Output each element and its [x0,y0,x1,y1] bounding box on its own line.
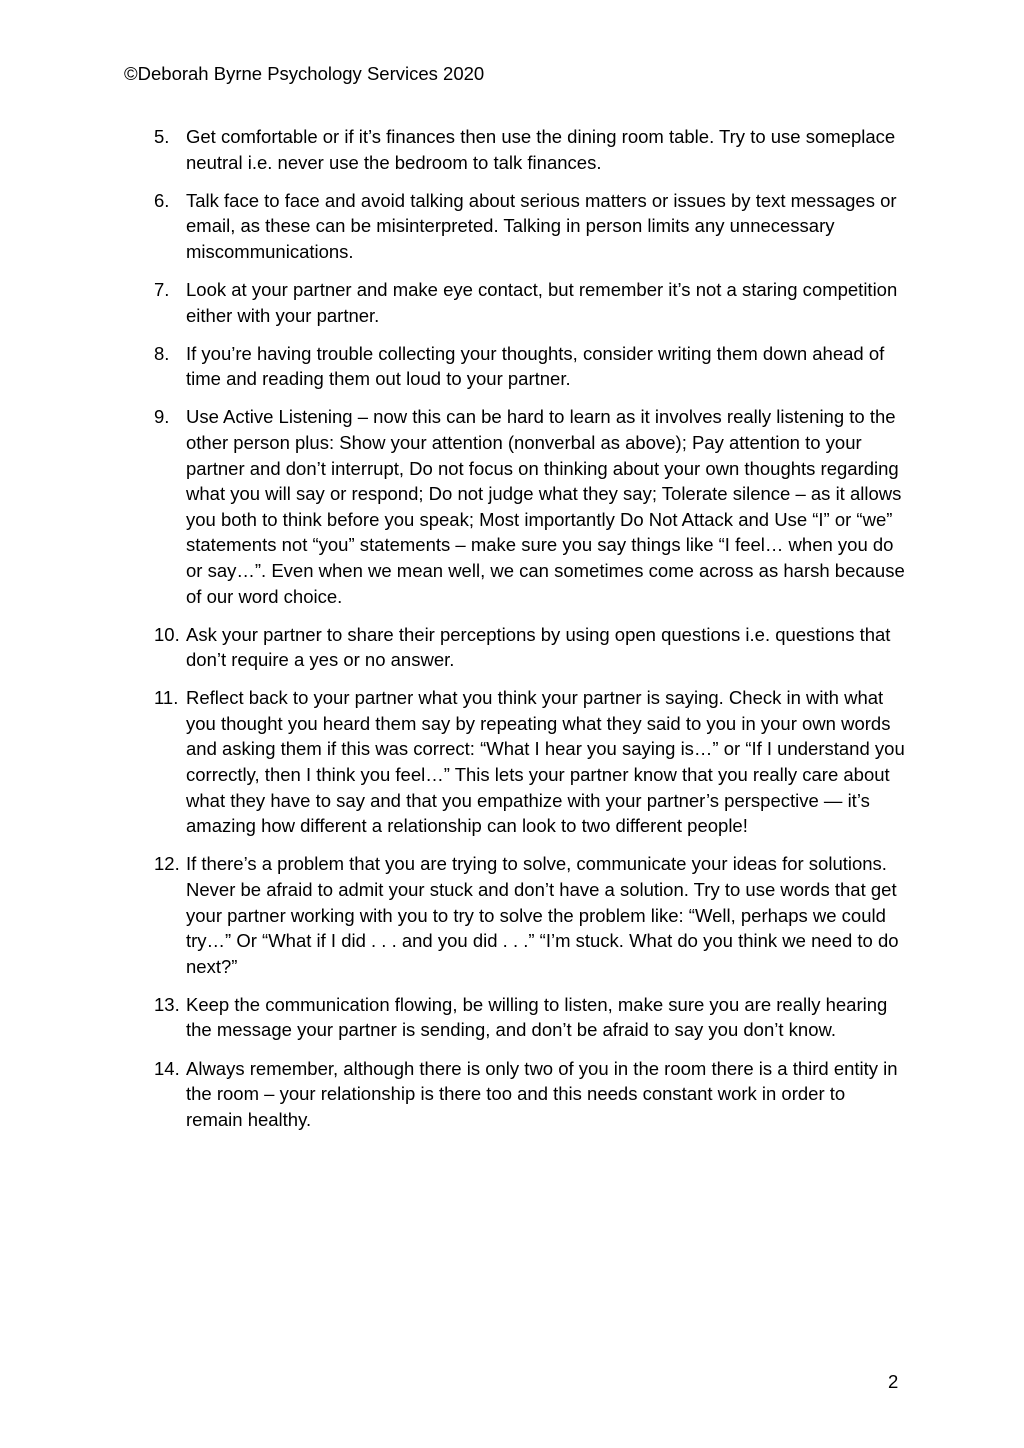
list-item-text: Reflect back to your partner what you think your partner is saying. Check in with what you thought you heard them say by repeating what they said to you in your own words and asking them if this was correct: “What I hear you saying is…” or “If I understand you correctly, then I think you feel…” This lets your partner know that you really care about what they have to say and that you empathize with your partner’s perspective — it’s amazing how different a relationship can look to two different people! [186,687,905,837]
list-item-number: 14. [154,1057,180,1079]
list-item [154,622,906,673]
list-item [154,277,906,328]
list-item-text: Always remember, although there is only two of you in the room there is a third entity in the room – your relationship is there too and this needs constant work in order to remain healthy. [186,1057,898,1130]
list-item [154,404,906,609]
list-item [154,851,906,979]
list-item-text: Use Active Listening – now this can be hard to learn as it involves really listening to the other person plus: Show your attention (nonverbal as above); Pay attention to your partner and don’t interrupt, Do not focus on thinking about your own thoughts regarding what you will say or respond; Do not judge what they say; Tolerate silence – as it allows you both to think before you speak; Most importantly Do Not Attack and Use “I” or “we” statements not “you” statements – make sure you say things like “I feel… when you do or say…”. Even when we mean well, we can sometimes come across as harsh because of our word choice. [186,406,905,607]
list-item-text: Get comfortable or if it’s finances then use the dining room table. Try to use someplace neutral i.e. never use the bedroom to talk finances. [186,126,896,173]
list-item-number: 10. [154,623,180,645]
list-item [154,685,906,839]
list-item-number: 9. [154,406,170,428]
list-item-text: If there’s a problem that you are trying to solve, communicate your ideas for solutions. Never be afraid to admit your stuck and don’t have a solution. Try to use words that get your partner working with you to try to solve the problem like: “Well, perhaps we could try…” Or “What if I did . . . and you did . . .” “I’m stuck. What do you think we need to do next?” [186,853,899,977]
list-item-text: Talk face to face and avoid talking about serious matters or issues by text messages or email, as these can be misinterpreted. Talking in person limits any unnecessary miscommunications. [186,189,897,262]
list-item-number: 7. [154,278,170,300]
numbered-list [154,124,906,1145]
list-item [154,124,906,175]
list-item [154,1056,906,1133]
list-item-number: 6. [154,189,170,211]
list-item-number: 13. [154,993,180,1015]
page-number: 2 [888,1371,899,1392]
list-item-text: If you’re having trouble collecting your thoughts, consider writing them down ahead of time and reading them out loud to your partner. [186,342,885,390]
list-item-text: Ask your partner to share their perceptions by using open questions i.e. questions that don’t require a yes or no answer. [186,623,891,671]
list-item-number: 8. [154,342,170,364]
list-item [154,341,906,392]
list-item-number: 12. [154,853,180,875]
list-item-text: Keep the communication flowing, be willing to listen, make sure you are really hearing the message your partner is sending, and don’t be afraid to say you don’t know. [186,993,888,1041]
list-item [154,188,906,265]
copyright-header: ©Deborah Byrne Psychology Services 2020 [124,63,485,84]
list-item-number: 5. [154,126,170,147]
list-item [154,992,906,1043]
list-item-number: 11. [154,687,179,709]
list-item-text: Look at your partner and make eye contact, but remember it’s not a staring competition either with your partner. [186,278,898,326]
